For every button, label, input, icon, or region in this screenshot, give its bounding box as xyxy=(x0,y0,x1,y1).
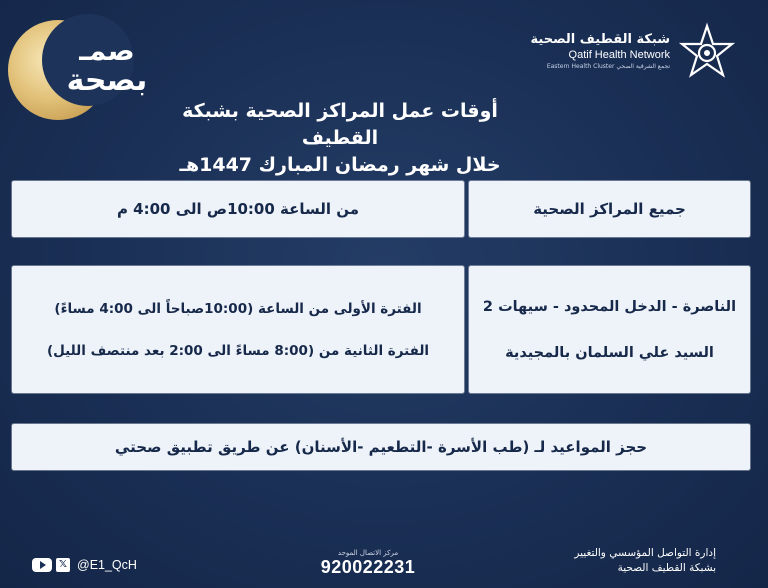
title-line2: خلال شهر رمضان المبارك 1447هـ xyxy=(179,154,501,176)
special-centers-line2: السيد علي السلمان بالمجيدية xyxy=(505,344,714,361)
network-star-icon xyxy=(676,22,738,84)
title-line1: أوقات عمل المراكز الصحية بشبكة القطيف xyxy=(182,100,498,149)
booking-note xyxy=(12,424,750,470)
youtube-icon[interactable] xyxy=(32,558,52,572)
general-hours-label: من الساعة 10:00ص الى 4:00 م xyxy=(116,200,360,218)
campaign-logo xyxy=(8,14,148,124)
department-credit xyxy=(574,546,716,576)
special-centers-line1: الناصرة - الدخل المحدود - سيهات 2 xyxy=(482,298,737,315)
department-line1: إدارة التواصل المؤسسي والتغيير xyxy=(574,547,716,559)
social-handle[interactable]: @E1_QcH xyxy=(77,558,137,572)
network-name-en: Qatif Health Network xyxy=(568,49,670,61)
first-period: الفترة الأولى من الساعة (10:00صباحاً الى 4:00 مساءً) xyxy=(54,300,422,317)
contact-phone-number[interactable]: 920022231 xyxy=(320,557,416,577)
campaign-logo-line1: صمـ xyxy=(79,34,135,67)
x-icon[interactable]: 𝕏 xyxy=(56,558,70,572)
all-centers-cell xyxy=(469,181,750,237)
network-cluster: Eastern Health Cluster تجمع الشرقية الصحي xyxy=(546,63,670,70)
all-centers-label: جميع المراكز الصحية xyxy=(533,200,686,218)
network-name-ar: شبكة القطيف الصحية xyxy=(530,32,670,47)
contact-center-label: مركز الاتصال الموحد xyxy=(337,549,399,557)
page-title xyxy=(170,98,510,179)
social-links xyxy=(32,558,137,572)
booking-text: حجز المواعيد لـ (طب الأسرة -التطعيم -الأسنان) عن طريق تطبيق صحتي xyxy=(114,438,648,456)
network-name xyxy=(531,32,670,70)
network-logo xyxy=(528,22,738,92)
department-line2: بشبكة القطيف الصحية xyxy=(617,562,716,574)
campaign-logo-text xyxy=(62,36,152,97)
second-period: الفترة الثانية من (8:00 مساءً الى 2:00 بعد منتصف الليل) xyxy=(46,342,430,359)
contact-center xyxy=(308,549,428,578)
campaign-logo-line2: بصحة xyxy=(66,63,148,99)
special-centers-cell xyxy=(469,266,750,393)
general-hours-cell xyxy=(12,181,464,237)
special-hours-cell xyxy=(12,266,464,393)
